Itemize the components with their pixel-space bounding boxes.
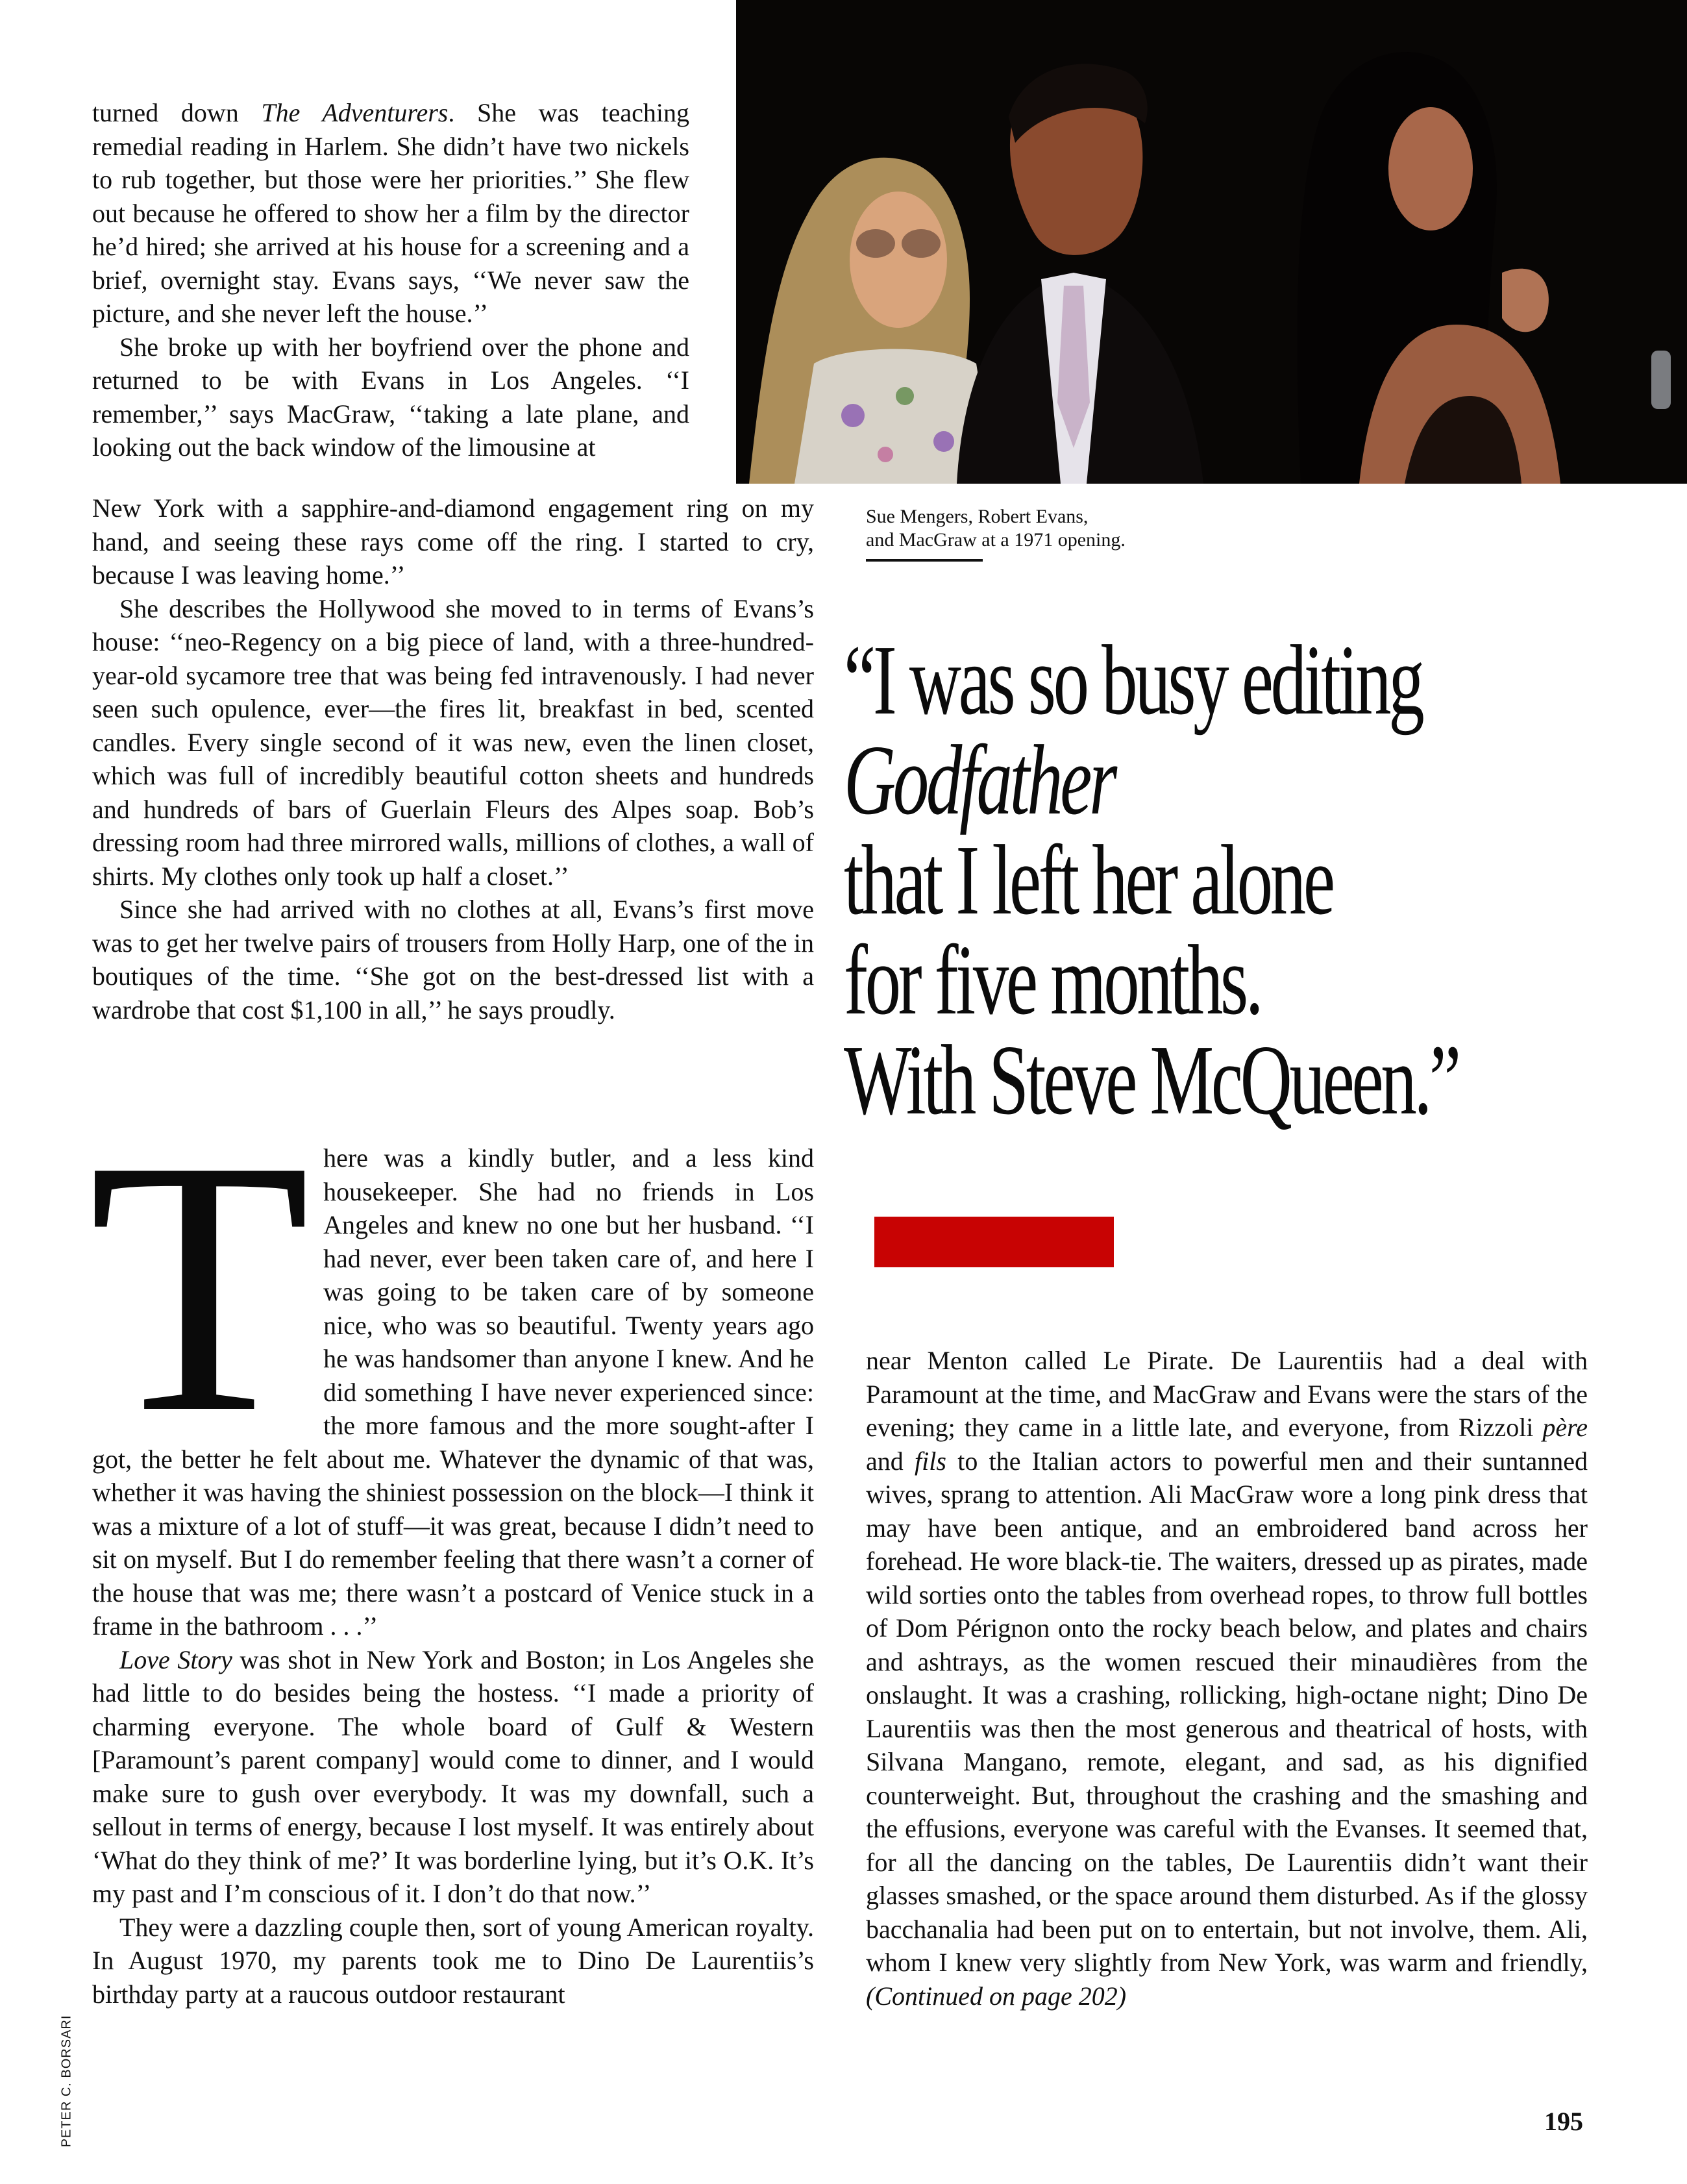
film-title: The Adventurers: [261, 98, 449, 127]
pull-quote-line-5: With Steve McQueen.”: [844, 1025, 1459, 1135]
paragraph-6: Love Story was shot in New York and Boston; in Los Angeles she had little to do besides being the hostess. ‘‘I made a priority of charming everyone. The whole board of Gulf & Western [Paramount’s parent company] would come to dinner, and I would make sure to gush over everybody. It was my downfall, such a sellout in terms of energy, because I lost myself. It was entirely about ‘What do they think of me?’ It was borderline lying, but it’s O.K. It’s my past and I’m conscious of it. I don’t do that now.’’: [92, 1644, 814, 1908]
photo-caption: [866, 505, 1268, 552]
pull-quote-line-4: for five months.: [844, 925, 1261, 1036]
pull-quote-line-3: that I left her alone: [844, 825, 1333, 936]
pull-quote: [844, 625, 1459, 1135]
caption-line-2: and MacGraw at a 1971 opening.: [866, 529, 1126, 551]
paragraph-1: turned down The Adventurers. She was teaching remedial reading in Harlem. She didn’t have two nickels to rub together, but those were her priorities.’’ She flew out because he offered to show her a film by the director he’d hired; she arrived at his house for a screening and a brief, overnight stay. Evans says, ‘‘We never saw the picture, and she never left the house.’’: [92, 98, 689, 328]
pull-quote-line-1: “I was so busy editing: [844, 625, 1422, 736]
photo-credit: PETER C. BORSARI: [59, 2015, 74, 2148]
photo-illustration: [736, 0, 1687, 484]
article-column-right: [866, 1344, 1588, 2013]
article-column-left-bottom: [88, 1086, 814, 2011]
page-number: 195: [1544, 2107, 1583, 2136]
caption-rule: [866, 559, 983, 562]
paragraph-2-end: New York with a sapphire-and-diamond engagement ring on my hand, and seeing these rays come off the ring. I started to cry, because I was leaving home.’’: [92, 493, 814, 589]
article-column-left-top: [92, 96, 689, 464]
caption-line-1: Sue Mengers, Robert Evans,: [866, 506, 1089, 527]
dropcap-paragraph: [88, 1086, 814, 1643]
continued-note: (Continued on page 202): [866, 1981, 1127, 2011]
pull-quote-line-2: Godfather: [844, 725, 1114, 836]
article-column-left-wide: [92, 491, 814, 1026]
dropcap-letter: T: [88, 1086, 304, 1488]
red-accent-bar: [874, 1217, 1114, 1267]
paragraph-3: She describes the Hollywood she moved to in terms of Evans’s house: ‘‘neo-Regency on a big piece of land, with a three-hundred-year-old sycamore tree that was being fed intravenously. I had never seen such opulence, ever—the fires lit, breakfast in bed, scented candles. Every single second of it was new, even the linen closet, which was full of incredibly beautiful cotton sheets and hundreds and hundreds of bars of Guerlain Fleurs des Alpes soap. Bob’s dressing room had three mirrored walls, millions of clothes, a wall of shirts. My clothes only took up half a closet.’’: [92, 593, 814, 891]
paragraph-4: Since she had arrived with no clothes at all, Evans’s first move was to get her twelve pairs of trousers from Holly Harp, one of the in boutiques of the time. ‘‘She got on the best-dressed list with a wardrobe that cost $1,100 in all,’’ he says proudly.: [92, 895, 814, 1024]
film-title-love-story: Love Story: [119, 1644, 232, 1674]
article-photo: [736, 0, 1687, 484]
paragraph-7: They were a dazzling couple then, sort of young American royalty. In August 1970, my parents took me to Dino De Laurentiis’s birthday party at a raucous outdoor restaurant: [92, 1912, 814, 2009]
paragraph-5: here was a kindly butler, and a less kind housekeeper. She had no friends in Los Angeles and knew no one but her husband. ‘‘I had never, ever been taken care of, and here I was going to be taken care of by someone nice, who was so beautiful. Twenty years ago he was handsomer than anyone I knew. And he did something I have never experienced since: the more famous and the more sought-after I got, the better he felt about me. Whatever the dynamic of that was, whether it was having the shiniest possession on the block—I think it was a mixture of a lot of stuff—it was great, because I didn’t need to sit on myself. But I do remember feeling that there wasn’t a corner of the house that was me; there wasn’t a postcard of Venice stuck in a frame in the bathroom . . .’’: [92, 1143, 814, 1641]
paragraph-2-start: She broke up with her boyfriend over the phone and returned to be with Evans in Los Angeles. ‘‘I remember,’’ says MacGraw, ‘‘taking a late plane, and looking out the back window of the limousine at: [92, 332, 689, 462]
paragraph-right-1: near Menton called Le Pirate. De Laurentiis had a deal with Paramount at the time, and MacGraw and Evans were the stars of the evening; they came in a little late, and everyone, from Rizzoli père and fils to the Italian actors to powerful men and their suntanned wives, sprang to attention. Ali MacGraw wore a long pink dress that may have been antique, and an embroidered band across her forehead. He wore black-tie. The waiters, dressed up as pirates, made wild sorties onto the tables from overhead ropes, to throw full bottles of Dom Pérignon onto the rocky beach below, and plates and chairs and ashtrays, as the women rescued their minaudières from the onslaught. It was a crashing, rollicking, high-octane night; Dino De Laurentiis was then the most generous and theatrical of hosts, with Silvana Mangano, remote, elegant, and sad, as his dignified counterweight. But, throughout the crashing and the smashing and the effusions, everyone was careful with the Evanses. It seemed that, for all the dancing on the tables, De Laurentiis didn’t want their glasses smashed, or the space around them disturbed. As if the glossy bacchanalia had been put on to entertain, but not involve, them. Ali, whom I knew very slightly from New York, was warm and friendly, (Continued on page 202): [866, 1346, 1588, 2011]
